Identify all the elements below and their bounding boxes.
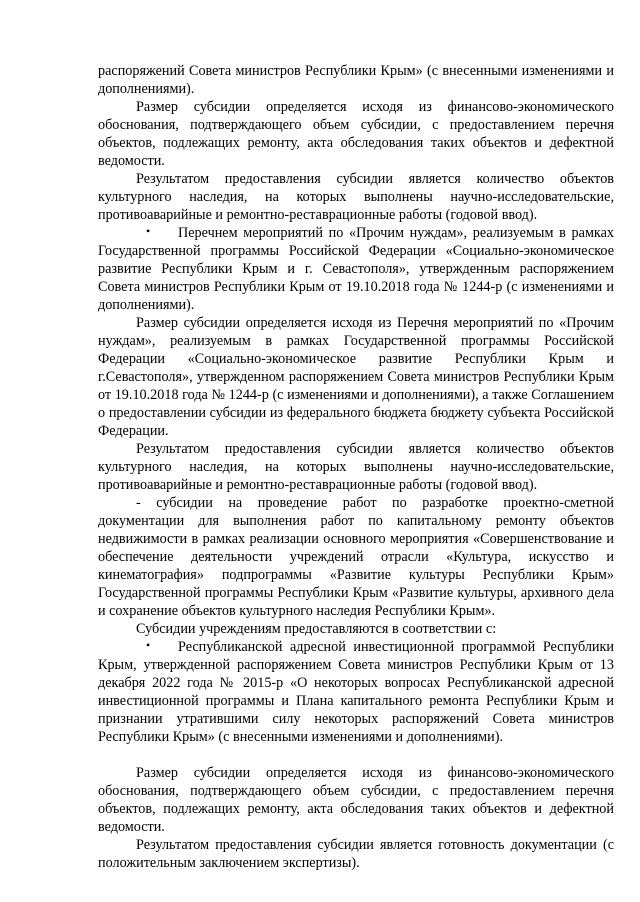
paragraph-7: - субсидии на проведение работ по разработке проектно-сметной документации для выполнения работ по капитальному ремонту объектов недвижимости в рамках реализации основного мероприятия «Совершенствование и обеспечение деятельности учреждений отрасли «Культура, искусство и кинематография» подпрограммы «Развитие культуры Республики Крым» Государственной программы Республики Крым «Развитие культуры, архивного дела и сохранение объектов культурного наследия Республики Крым». (98, 495, 614, 619)
paragraph-11: Результатом предоставления субсидии является готовность документации (с положительным заключением экспертизы). (98, 837, 614, 871)
paragraph-10: Размер субсидии определяется исходя из финансово-экономического обоснования, подтверждающего объем субсидии, с предоставлением перечня объектов, подлежащих ремонту, акта обследования таких объектов и дефектной ведомости. (98, 765, 614, 835)
bullet-marker: • (146, 224, 151, 238)
paragraph-3: Результатом предоставления субсидии является количество объектов культурного наследия, на которых выполнены научно-исследовательские, противоаварийные и ремонтно-реставрационные работы (годовой ввод). (98, 171, 614, 223)
paragraph-1: распоряжений Совета министров Республики Крым» (с внесенными изменениями и дополнениями). (98, 63, 614, 97)
paragraph-2: Размер субсидии определяется исходя из финансово-экономического обоснования, подтверждающего объем субсидии, с предоставлением перечня объектов, подлежащих ремонту, акта обследования таких объектов и дефектной ведомости. (98, 99, 614, 169)
paragraph-5: Размер субсидии определяется исходя из Перечня мероприятий по «Прочим нуждам», реализуемым в рамках Государственной программы Российской Федерации «Социально-экономическое развитие Республики Крым и г.Севастополя», утвержденном распоряжением Совета министров Республики Крым от 19.10.2018 года № 1244-р (с изменениями и дополнениями), а также Соглашением о предоставлении субсидии из федерального бюджета бюджету субъекта Российской Федерации. (98, 315, 614, 439)
paragraph-9: Республиканской адресной инвестиционной программой Республики Крым, утвержденной распоряжением Совета министров Республики Крым от 13 декабря 2022 года № 2015-р «О некоторых вопросах Республиканской адресной инвестиционной программы и Плана капитального ремонта Республики Крым и признании утратившими силу некоторых распоряжений Совета министров Республики Крым» (с внесенными изменениями и дополнениями). (98, 639, 614, 745)
paragraph-4: Перечнем мероприятий по «Прочим нуждам», реализуемым в рамках Государственной программы Российской Федерации «Социально-экономическое развитие Республики Крым и г. Севастополя», утвержденным распоряжением Совета министров Республики Крым от 19.10.2018 года № 1244-р (с изменениями и дополнениями). (98, 225, 614, 313)
paragraph-8: Субсидии учреждениям предоставляются в соответствии с: (136, 621, 497, 637)
bullet-marker: • (146, 638, 151, 652)
paragraph-6: Результатом предоставления субсидии является количество объектов культурного наследия, на которых выполнены научно-исследовательские, противоаварийные и ремонтно-реставрационные работы (годовой ввод). (98, 441, 614, 493)
